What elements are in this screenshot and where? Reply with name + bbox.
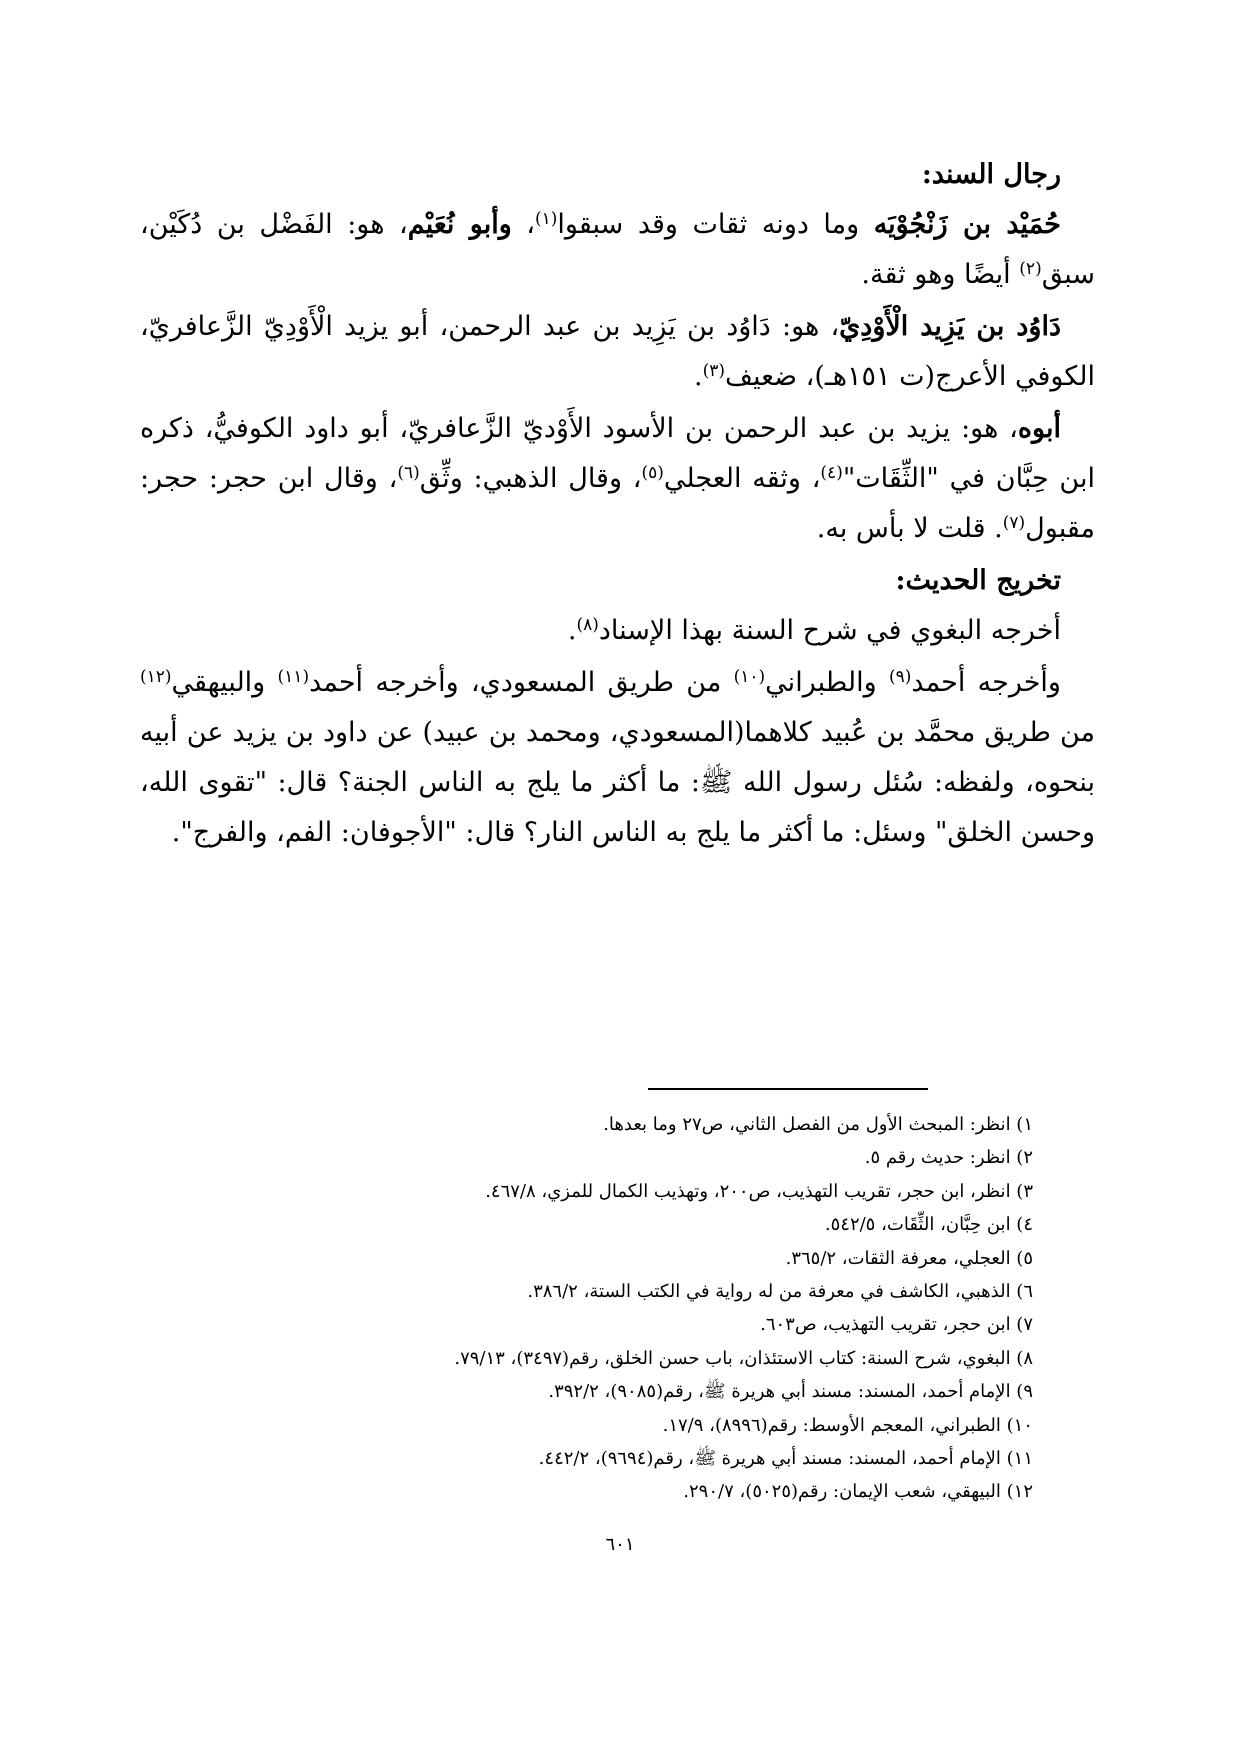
footnote-5: ٥) العجلي، معرفة الثقات، ٣٦٥/٢. [785,1247,1033,1269]
footnote-7: ٧) ابن حجر، تقريب التهذيب، ص٦٠٣. [760,1314,1033,1336]
footnote-ref[interactable]: (٥) [641,463,664,483]
footnote-ref[interactable]: (١٢) [140,667,172,687]
paragraph-ahmad [140,658,1095,858]
text: ، وقال ابن حجر: حجر: مقبول [140,463,1095,544]
text: من طريق المسعودي، وأخرجه أحمد [309,667,734,698]
main-text [140,150,1095,860]
text: وأخرجه أحمد [911,667,1061,698]
footnote-4: ٤) ابن حِبَّان، الثِّقَات، ٥٤٢/٥. [824,1214,1033,1236]
text: ، [511,209,535,240]
footnote-1: ١) انظر: المبحث الأول من الفصل الثاني، ص٢٧ وما بعدها. [603,1114,1033,1135]
bold-name: دَاوُد بن يَزِيد الْأَوْدِيّ [839,311,1061,342]
paragraph-humayd [140,200,1095,300]
footnote-ref[interactable]: (٤) [820,463,843,483]
footnote-8: ٨) البغوي، شرح السنة: كتاب الاستئذان، باب حسن الخلق، رقم(٣٤٩٧)، ٧٩/١٣. [454,1347,1033,1369]
footnote-2: ٢) انظر: حديث رقم ٥. [864,1147,1033,1169]
text: . [567,615,577,646]
text: أيضًا وهو ثقة. [861,259,1020,290]
footnote-ref[interactable]: (٨) [576,615,599,635]
page-number: ٦٠١ [605,1534,635,1555]
footnote-ref[interactable]: (١) [535,209,558,229]
paragraph-abuhu [140,404,1095,554]
bold-name: حُمَيْد بن زَنْجُوْيَه [873,209,1061,240]
footnotes [300,1108,1033,1509]
bold-name: أبوه [1017,413,1061,444]
text: أخرجه البغوي في شرح السنة بهذا الإسناد [598,615,1061,646]
footnote-12: ١٢) البيهقي، شعب الإيمان: رقم(٥٠٢٥)، ٢٩٠/٧. [683,1481,1033,1503]
footnote-10: ١٠) الطبراني، المعجم الأوسط: رقم(٨٩٩٦)، ١٧/٩. [662,1414,1033,1436]
heading-takhrij: تخريج الحديث: [895,565,1061,596]
footnote-ref[interactable]: (٦) [397,463,420,483]
paragraph-dawud [140,302,1095,402]
footnote-ref[interactable]: (٢) [1019,259,1042,279]
paragraph-baghawi [140,606,1095,656]
footnote-ref[interactable]: (٣) [702,361,725,381]
text: والطبراني [765,667,889,698]
footnote-ref[interactable]: (١١) [277,667,310,687]
text: والبيهقي [171,667,278,698]
text: . قلت لا بأس به. [816,513,1003,544]
text: . [693,361,703,392]
footnote-ref[interactable]: (٩) [888,667,912,687]
bold-name: وأبو نُعَيْم [407,209,512,240]
text: من طريق محمَّد بن عُبيد كلاهما(المسعودي، ومحمد بن عبيد) عن داود بن يزيد عن أبيه بنحوه، ولفظه: سُئل رسول الله ﷺ: ما أكثر ما يلج به الناس الجنة؟ قال: "تقوى الله، وحسن الخلق" وسئل: ما أكثر ما يلج به الناس النار؟ قال: "الأجوفان: الفم، والفرج". [140,717,1095,848]
text: وما دونه ثقات وقد سبقوا [557,209,874,240]
text: ، هو: يزيد بن عبد الرحمن بن الأسود الأَوْديّ الزَّعافريّ، أبو داود الكوفيُّ، ذكره ابن حِبَّان في "الثِّقَات" [140,413,1095,494]
heading-narrators: رجال السند: [921,159,1061,190]
text: ، وقال الذهبي: وثِّق [419,463,642,494]
text: ، هو: الفَضْل بن دُكَيْن، سبق [140,209,1095,290]
footnote-11: ١١) الإمام أحمد، المسند: مسند أبي هريرة ﷺ، رقم(٩٦٩٤)، ٤٤٢/٢. [538,1447,1033,1469]
text: ، هو: دَاوُد بن يَزِيد بن عبد الرحمن، أبو يزيد الْأَوْدِيّ الزَّعافريّ، الكوفي الأعرج(ت ١٥١هـ)، ضعيف [140,311,1095,392]
footnote-ref[interactable]: (٧) [1002,513,1026,533]
footnote-separator [648,1088,928,1090]
text: ، وثقه العجلي [663,463,821,494]
footnote-9: ٩) الإمام أحمد، المسند: مسند أبي هريرة ﷺ، رقم(٩٠٨٥)، ٣٩٢/٢. [548,1381,1033,1403]
footnote-ref[interactable]: (١٠) [733,667,766,687]
footnote-3: ٣) انظر، ابن حجر، تقريب التهذيب، ص٢٠٠، وتهذيب الكمال للمزي، ٤٦٧/٨. [485,1180,1033,1202]
footnote-6: ٦) الذهبي، الكاشف في معرفة من له رواية في الكتب الستة، ٣٨٦/٢. [527,1280,1033,1302]
